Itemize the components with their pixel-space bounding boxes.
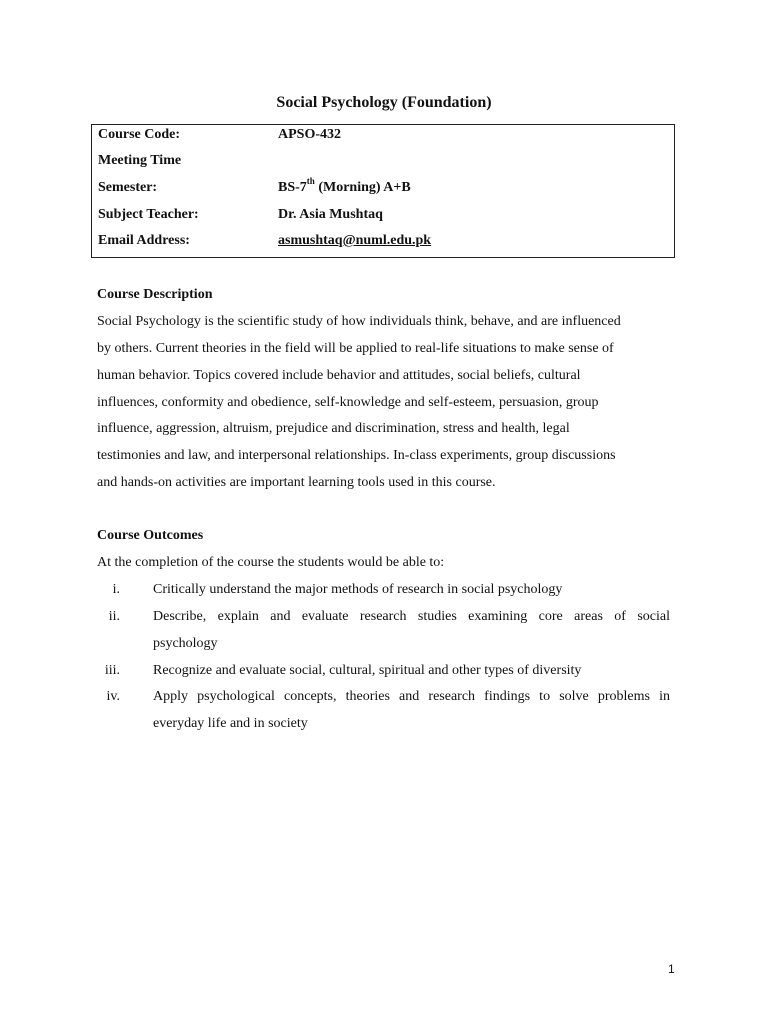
course-info-table [91, 124, 675, 258]
outcome-text: Describe, explain and evaluate research studies examining core areas of social [153, 609, 670, 624]
description-line: testimonies and law, and interpersonal relationships. In-class experiments, group discussions [97, 448, 616, 463]
course-code-value: APSO-432 [278, 127, 341, 142]
outcome-text-continued: everyday life and in society [153, 716, 308, 731]
course-outcomes-heading: Course Outcomes [97, 528, 204, 543]
semester-value [278, 178, 411, 198]
outcome-text: Critically understand the major methods of research in social psychology [153, 582, 563, 597]
course-description-heading: Course Description [97, 287, 213, 302]
description-line: and hands-on activities are important learning tools used in this course. [97, 475, 496, 490]
outcome-number: i. [112, 582, 120, 597]
course-code-label: Course Code: [98, 127, 181, 142]
description-line: influences, conformity and obedience, self-knowledge and self-esteem, persuasion, group [97, 395, 599, 410]
outcome-number: iv. [106, 689, 120, 704]
outcome-text-continued: psychology [153, 636, 218, 651]
outcome-text: Recognize and evaluate social, cultural, spiritual and other types of diversity [153, 663, 582, 678]
outcomes-intro: At the completion of the course the students would be able to: [97, 555, 445, 570]
document-title: Social Psychology (Foundation) [276, 94, 492, 111]
outcome-number: ii. [108, 609, 120, 624]
semester-value-sup: th [306, 176, 315, 187]
description-line: human behavior. Topics covered include behavior and attitudes, social beliefs, cultural [97, 368, 581, 383]
description-line: by others. Current theories in the field will be applied to real-life situations to make sense of [97, 341, 614, 356]
email-link[interactable]: asmushtaq@numl.edu.pk [278, 233, 432, 248]
semester-value-prefix: BS-7 [278, 180, 307, 195]
description-line: Social Psychology is the scientific study of how individuals think, behave, and are influenced [97, 314, 621, 329]
description-line: influence, aggression, altruism, prejudice and discrimination, stress and health, legal [97, 421, 570, 436]
page-number: 1 [668, 962, 675, 976]
teacher-value: Dr. Asia Mushtaq [278, 207, 383, 222]
outcome-number: iii. [104, 663, 120, 678]
outcome-text: Apply psychological concepts, theories and research findings to solve problems in [153, 689, 670, 704]
teacher-label: Subject Teacher: [98, 207, 199, 222]
semester-label: Semester: [98, 180, 158, 195]
semester-value-suffix: (Morning) A+B [314, 180, 411, 195]
meeting-time-label: Meeting Time [98, 153, 182, 168]
email-label: Email Address: [98, 233, 190, 248]
